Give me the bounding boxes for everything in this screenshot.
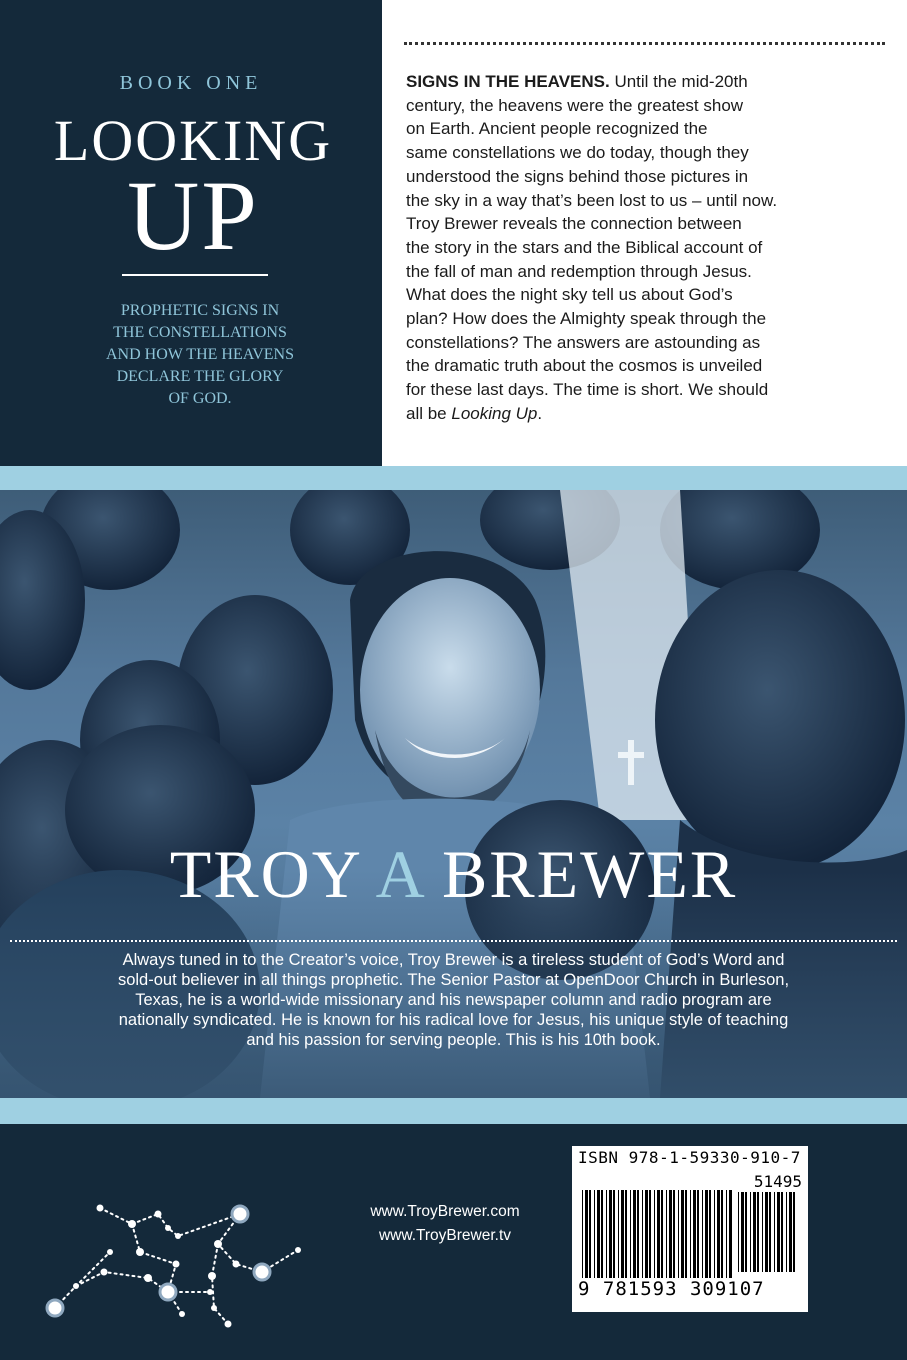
barcode-bar — [774, 1192, 775, 1272]
bio-line: Texas, he is a world-wide missionary and his newspaper column and radio program are — [135, 991, 772, 1009]
barcode-bar — [673, 1190, 675, 1278]
barcode-bar — [717, 1190, 720, 1278]
blurb-line: the sky in a way that’s been lost to us – until now. — [406, 190, 778, 210]
blurb-panel — [382, 0, 907, 466]
barcode-bar — [721, 1190, 723, 1278]
barcode-bar — [678, 1190, 679, 1278]
bio-line: and his passion for serving people. This is his 10th book. — [246, 1031, 661, 1049]
barcode-bar — [745, 1192, 747, 1272]
barcode-bar — [738, 1192, 739, 1272]
constellation-icon — [0, 1124, 330, 1360]
title-underline — [122, 274, 268, 276]
barcode-bar — [762, 1192, 763, 1272]
barcode-bar — [757, 1192, 759, 1272]
barcode-bar — [606, 1190, 607, 1278]
blurb-last-prefix: all be — [406, 403, 452, 423]
barcode-bar — [769, 1192, 771, 1272]
subtitle-line: DECLARE THE GLORY — [116, 368, 284, 385]
barcode-bar — [661, 1190, 663, 1278]
book-subtitle — [84, 300, 316, 410]
book-title-line2: UP — [127, 160, 259, 271]
ean-digits: 9 781593 309107 — [578, 1278, 765, 1300]
barcode-bar — [786, 1192, 787, 1272]
barcode-bar — [633, 1190, 636, 1278]
blurb-line: the story in the stars and the Biblical account of — [406, 237, 763, 257]
bio-line: nationally syndicated. He is known for his radical love for Jesus, his unique style of teaching — [118, 1011, 789, 1029]
subtitle-line: OF GOD. — [168, 390, 232, 407]
barcode-bar — [597, 1190, 600, 1278]
barcode-bar — [613, 1190, 615, 1278]
subtitle-line: THE CONSTELLATIONS — [113, 324, 287, 341]
author-name — [0, 836, 907, 912]
author-name-part1: TROY — [169, 836, 376, 912]
isbn-number: ISBN 978-1-59330-910-7 — [578, 1148, 801, 1167]
barcode-bar — [781, 1192, 783, 1272]
front-title-panel — [0, 0, 382, 466]
barcode-bar — [637, 1190, 639, 1278]
blurb-line: the fall of man and redemption through Jesus. — [406, 261, 752, 281]
author-bio — [0, 950, 907, 1050]
bio-line: Always tuned in to the Creator’s voice, Troy Brewer is a tireless student of God’s Word and — [122, 951, 785, 969]
barcode-bar — [594, 1190, 595, 1278]
barcode-bar — [685, 1190, 687, 1278]
author-name-part2: BREWER — [422, 836, 738, 912]
blurb-line: What does the night sky tell us about God’s — [406, 285, 733, 305]
blurb-last-suffix: . — [537, 403, 543, 423]
barcode-bar — [654, 1190, 655, 1278]
blurb-line: century, the heavens were the greatest show — [406, 95, 744, 115]
blurb-line: Troy Brewer reveals the connection between — [406, 214, 742, 234]
barcode-bar — [789, 1192, 792, 1272]
barcode-bar — [589, 1190, 591, 1278]
barcode-bar — [793, 1192, 795, 1272]
barcode-bar — [681, 1190, 684, 1278]
barcode-bar — [690, 1190, 691, 1278]
blurb-line: understood the signs behind those pictures in — [406, 166, 749, 186]
barcode-bar — [753, 1192, 756, 1272]
series-label: BOOK ONE — [119, 72, 263, 94]
barcode-bar — [657, 1190, 660, 1278]
barcode-bar — [705, 1190, 708, 1278]
barcode-icon — [582, 1190, 732, 1278]
barcode-bar — [601, 1190, 603, 1278]
website-link[interactable]: www.TroyBrewer.com — [370, 1203, 520, 1220]
subtitle-line: AND HOW THE HEAVENS — [106, 346, 294, 363]
barcode-bar — [765, 1192, 768, 1272]
blurb-line — [406, 70, 886, 94]
blurb-title-italic: Looking Up — [451, 403, 538, 423]
barcode-bar — [669, 1190, 672, 1278]
barcode-bar — [714, 1190, 715, 1278]
blurb-line: on Earth. Ancient people recognized the — [406, 119, 708, 139]
barcode-bar — [750, 1192, 751, 1272]
blurb-line: the dramatic truth about the cosmos is unveiled — [406, 356, 763, 376]
barcode-bar — [729, 1190, 732, 1278]
accent-band-top — [0, 466, 907, 490]
barcode-bar — [697, 1190, 699, 1278]
blurb-line: constellations? The answers are astounding as — [406, 332, 761, 352]
blurb-lead: SIGNS IN THE HEAVENS. — [406, 72, 610, 91]
author-name-initial: A — [375, 836, 423, 912]
blurb-line — [406, 402, 886, 426]
barcode-bar — [585, 1190, 588, 1278]
subtitle-line: PROPHETIC SIGNS IN — [120, 302, 280, 319]
barcode-bar — [582, 1190, 583, 1278]
book-title-line1: LOOKING — [53, 108, 333, 173]
blurb-line: plan? How does the Almighty speak through the — [406, 309, 767, 329]
barcode-bar — [630, 1190, 631, 1278]
barcode-bar — [777, 1192, 780, 1272]
dotted-divider — [404, 42, 885, 45]
barcode-bar — [702, 1190, 703, 1278]
blurb-line: same constellations we do today, though they — [406, 143, 749, 163]
barcode-bar — [618, 1190, 619, 1278]
website-link[interactable]: www.TroyBrewer.tv — [378, 1227, 512, 1244]
book-blurb — [406, 70, 886, 426]
barcode-bar — [645, 1190, 648, 1278]
barcode-bar — [741, 1192, 744, 1272]
barcode-bar — [609, 1190, 612, 1278]
price-code: 51495 — [753, 1172, 802, 1191]
barcode-addon-icon — [738, 1192, 798, 1272]
barcode-bar — [709, 1190, 711, 1278]
barcode-bar — [625, 1190, 627, 1278]
barcode-bar — [642, 1190, 643, 1278]
accent-band-bottom — [0, 1098, 907, 1124]
isbn-barcode — [572, 1146, 808, 1312]
website-links — [330, 1200, 560, 1248]
dotted-divider — [10, 940, 897, 942]
barcode-bar — [621, 1190, 624, 1278]
barcode-bar — [726, 1190, 727, 1278]
blurb-line-text: Until the mid-20th — [609, 72, 748, 91]
barcode-bar — [666, 1190, 667, 1278]
barcode-bar — [649, 1190, 651, 1278]
bio-line: sold-out believer in all things prophetic. The Senior Pastor at OpenDoor Church in Burleson, — [117, 971, 790, 989]
blurb-line: for these last days. The time is short. We should — [406, 380, 769, 400]
barcode-bar — [693, 1190, 696, 1278]
